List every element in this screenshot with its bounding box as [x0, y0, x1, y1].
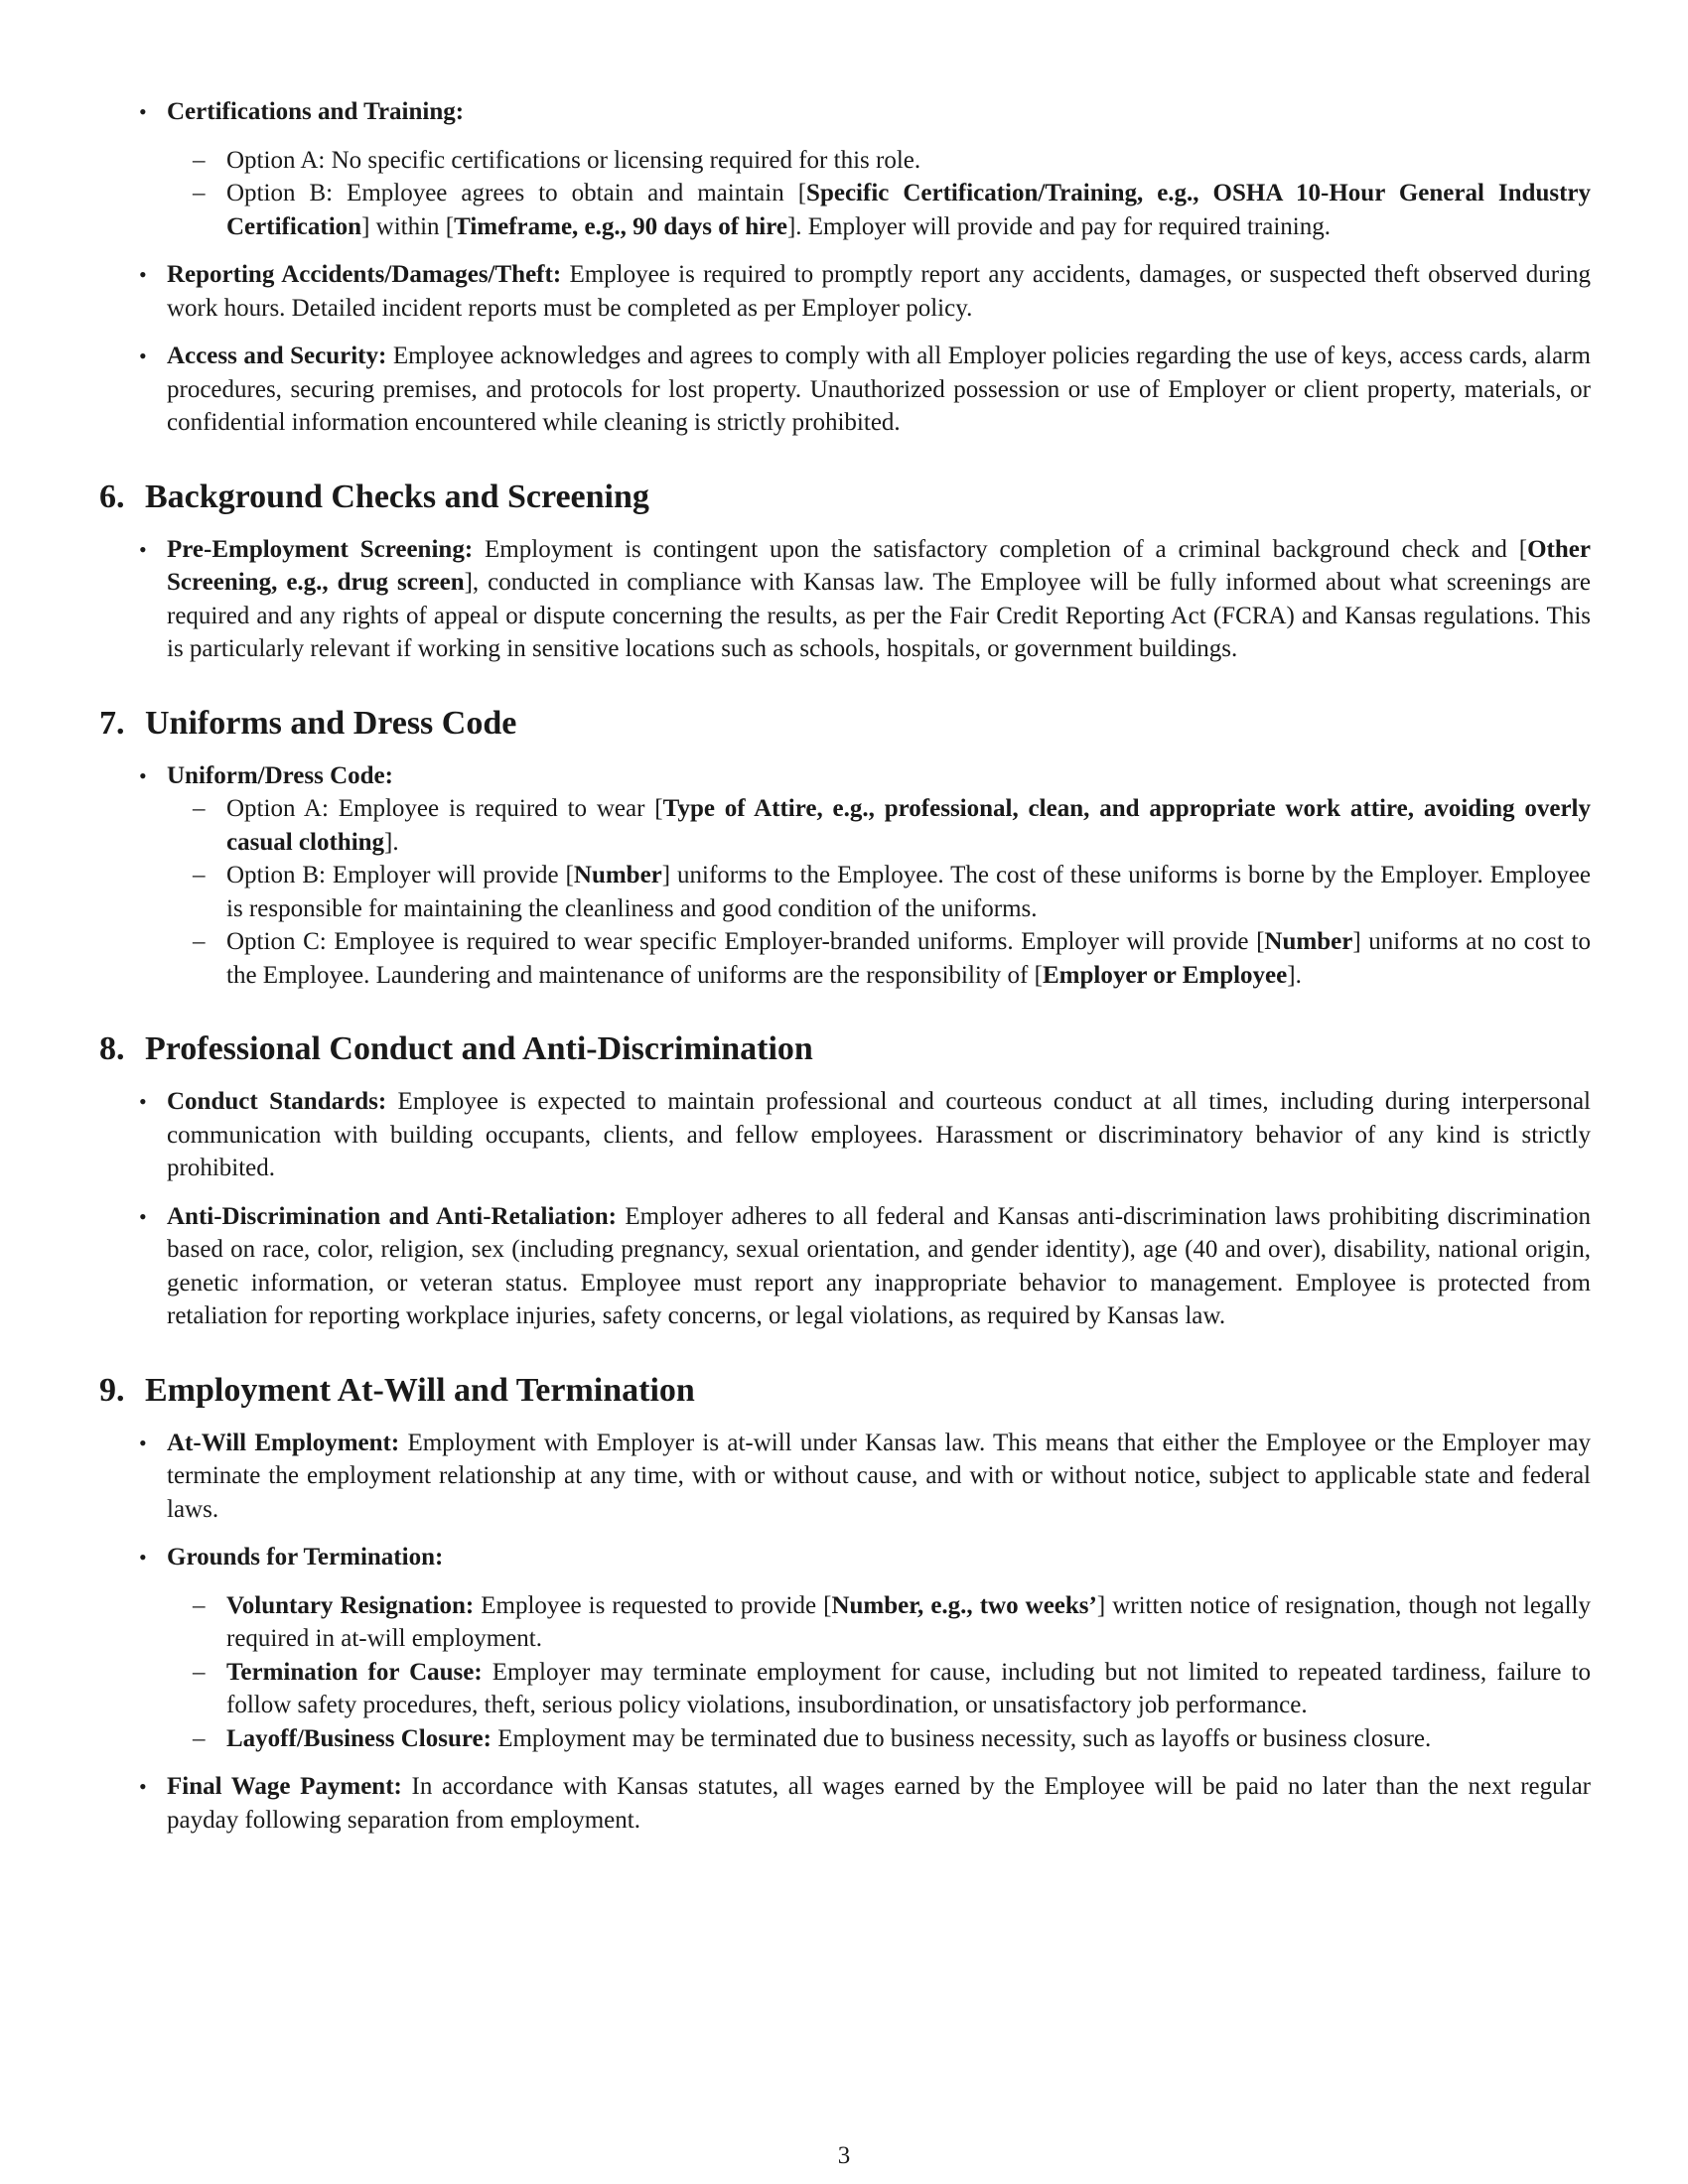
list-item-uniform: • Uniform/Dress Code: – Option A: Employee is required to wear [Type of Attire, e.g., professional, clean, and appropriate work attire, avoiding overly casual clothing]. – Option B: Employer will provide [Number] uniforms to the Employee. The cost of these uniforms is borne by the Employer. Employee is responsible for maintaining the cleanliness and good condition of the uniforms. – Option C: Employee is required to wear specific Employer-branded uniforms. Employer will provide [Number] uniforms at no cost to the Employee. Laundering and maintenance of uniforms are the responsibility of [Employer or Employee]. [167, 759, 1591, 993]
cert-option-a: – Option A: No specific certifications or licensing required for this role. [226, 144, 1591, 178]
list-item-grounds: • Grounds for Termination: – Voluntary Resignation: Employee is requested to provide [Number, e.g., two weeks’] written notice of resignation, though not legally required in at-will employment. – Termination for Cause: Employer may terminate employment for cause, including but not limited to repeated tardiness, failure to follow safety procedures, theft, serious policy violations, insubordination, or unsatisfactory job performance. – Layoff/Business Closure: Employment may be terminated due to business necessity, such as layoffs or business closure. [167, 1541, 1591, 1755]
list-item-anti-discrimination: • Anti-Discrimination and Anti-Retaliation: Employer adheres to all federal and Kansas anti-discrimination laws prohibiting discrimination based on race, color, religion, sex (including pregnancy, sexual orientation, and gender identity), age (40 and over), disability, national origin, genetic information, or veteran status. Employee must report any inappropriate behavior to management. Employee is protected from retaliation for reporting workplace injuries, safety concerns, or legal violations, as required by Kansas law. [167, 1200, 1591, 1333]
section-6 [99, 478, 1591, 666]
intro-list [167, 95, 1591, 440]
reporting-title: Reporting Accidents/Damages/Theft: [167, 261, 562, 288]
uniform-option-a: – Option A: Employee is required to wear [Type of Attire, e.g., professional, clean, and appropriate work attire, avoiding overly casual clothing]. [226, 792, 1591, 859]
uniform-option-c: – Option C: Employee is required to wear specific Employer-branded uniforms. Employer will provide [Number] uniforms at no cost to the Employee. Laundering and maintenance of uniforms are the responsibility of [Employer or Employee]. [226, 925, 1591, 992]
grounds-voluntary: – Voluntary Resignation: Employee is requested to provide [Number, e.g., two weeks’] written notice of resignation, though not legally required in at-will employment. [226, 1589, 1591, 1656]
section-heading: 7. Uniforms and Dress Code [99, 704, 517, 742]
certifications-title: Certifications and Training: [167, 98, 465, 125]
section-heading: 8. Professional Conduct and Anti-Discrimination [99, 1030, 813, 1067]
section-heading: 9. Employment At-Will and Termination [99, 1371, 695, 1409]
section-7 [99, 704, 1592, 993]
section-heading: 6. Background Checks and Screening [99, 478, 649, 515]
list-item-pre-employment: • Pre-Employment Screening: Employment is contingent upon the satisfactory completion of a criminal background check and [Other Screening, e.g., drug screen], conducted in compliance with Kansas law. The Employee will be fully informed about what screenings are required and any rights of appeal or dispute concerning the results, as per the Fair Credit Reporting Act (FCRA) and Kansas regulations. This is particularly relevant if working in sensitive locations such as schools, hospitals, or government buildings. [167, 533, 1591, 666]
list-item-final-wage: • Final Wage Payment: In accordance with Kansas statutes, all wages earned by the Employee will be paid no later than the next regular payday following separation from employment. [167, 1770, 1591, 1837]
document-page [99, 95, 1592, 1851]
list-item-at-will: • At-Will Employment: Employment with Employer is at-will under Kansas law. This means that either the Employee or the Employer may terminate the employment relationship at any time, with or without cause, and with or without notice, subject to applicable state and federal laws. [167, 1427, 1591, 1527]
list-item-certifications [167, 95, 1591, 243]
grounds-layoff: – Layoff/Business Closure: Employment may be terminated due to business necessity, such as layoffs or business closure. [226, 1722, 1591, 1756]
list-item-conduct: • Conduct Standards: Employee is expected to maintain professional and courteous conduct at all times, including during interpersonal communication with building occupants, clients, and fellow employees. Harassment or discriminatory behavior of any kind is strictly prohibited. [167, 1085, 1591, 1185]
page-number: 3 [837, 2142, 851, 2169]
grounds-cause: – Termination for Cause: Employer may terminate employment for cause, including but not limited to repeated tardiness, failure to follow safety procedures, theft, serious policy violations, insubordination, or unsatisfactory job performance. [226, 1656, 1591, 1722]
uniform-option-b: – Option B: Employer will provide [Number] uniforms to the Employee. The cost of these uniforms is borne by the Employer. Employee is responsible for maintaining the cleanliness and good condition of the uniforms. [226, 859, 1591, 925]
cert-option-b: – Option B: Employee agrees to obtain and maintain [Specific Certification/Training, e.g., OSHA 10-Hour General Industry Certification] within [Timeframe, e.g., 90 days of hire]. Employer will provide and pay for required training. [226, 177, 1591, 243]
list-item-access: • Access and Security: Employee acknowledges and agrees to comply with all Employer policies regarding the use of keys, access cards, alarm procedures, securing premises, and protocols for lost property. Unauthorized possession or use of Employer or client property, materials, or confidential information encountered while cleaning is strictly prohibited. [167, 340, 1591, 440]
access-title: Access and Security: [167, 342, 387, 369]
section-9 [99, 1371, 1592, 1838]
section-8 [99, 1029, 1592, 1333]
certifications-options [226, 144, 1591, 244]
list-item-reporting: • Reporting Accidents/Damages/Theft: Employee is required to promptly report any accidents, damages, or suspected theft observed during work hours. Detailed incident reports must be completed as per Employer policy. [167, 258, 1591, 325]
